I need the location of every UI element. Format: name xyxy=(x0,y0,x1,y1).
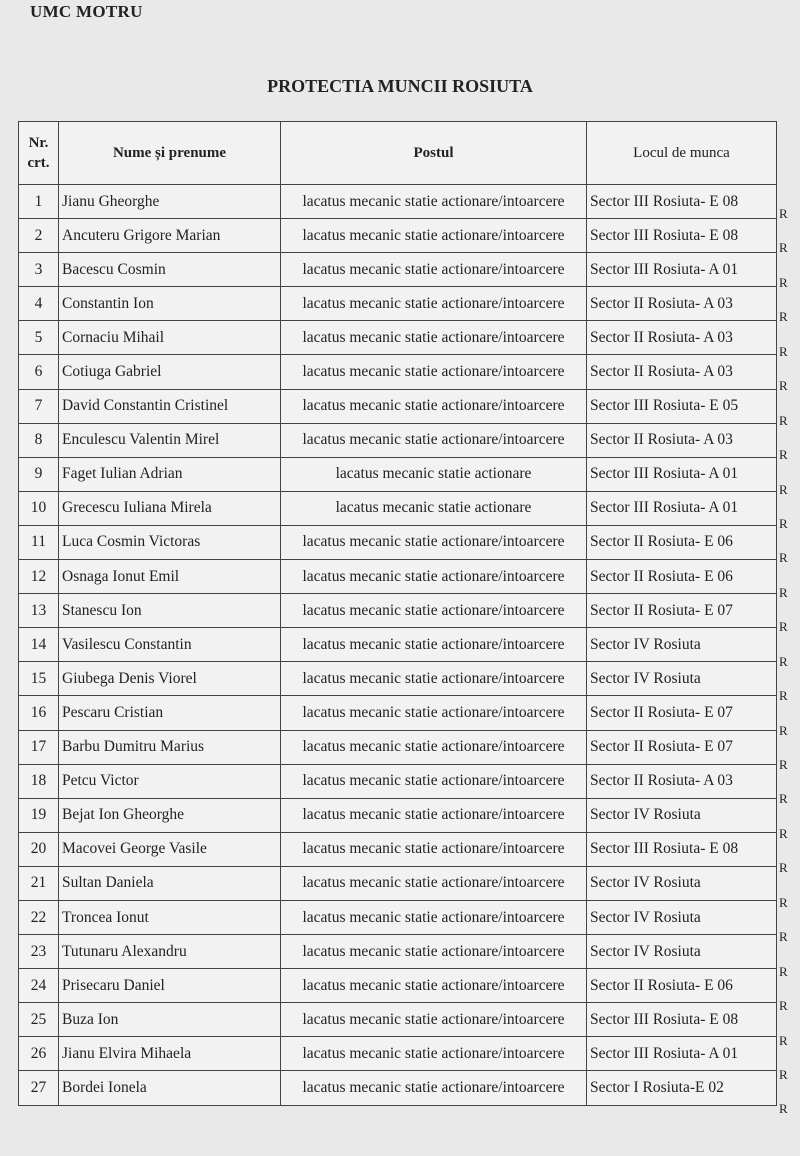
cut-off-mark: R xyxy=(779,757,788,772)
name-cell: Macovei George Vasile xyxy=(59,832,281,866)
nr-cell: 27 xyxy=(19,1071,59,1105)
name-cell: Tutunaru Alexandru xyxy=(59,935,281,969)
post-cell: lacatus mecanic statie actionare/intoarcere xyxy=(281,185,587,219)
place-cell: Sector II Rosiuta- E 06 xyxy=(587,560,777,594)
cut-off-mark: R xyxy=(779,515,788,531)
cut-off-mark: R xyxy=(779,343,788,359)
nr-cell: 3 xyxy=(19,253,59,287)
table-row xyxy=(19,287,777,321)
name-cell: Barbu Dumitru Marius xyxy=(59,730,281,764)
name-cell: Luca Cosmin Victoras xyxy=(59,525,281,559)
nr-cell: 12 xyxy=(19,560,59,594)
nr-cell: 20 xyxy=(19,832,59,866)
nr-cell: 26 xyxy=(19,1037,59,1071)
place-cell: Sector IV Rosiuta xyxy=(587,798,777,832)
nr-cell: 25 xyxy=(19,1003,59,1037)
name-cell: Enculescu Valentin Mirel xyxy=(59,423,281,457)
post-cell: lacatus mecanic statie actionare/intoarcere xyxy=(281,253,587,287)
place-cell: Sector III Rosiuta- E 05 xyxy=(587,389,777,423)
name-cell: Sultan Daniela xyxy=(59,866,281,900)
name-cell: Stanescu Ion xyxy=(59,594,281,628)
table-row xyxy=(19,866,777,900)
name-cell: David Constantin Cristinel xyxy=(59,389,281,423)
name-cell: Prisecaru Daniel xyxy=(59,969,281,1003)
table-row xyxy=(19,798,777,832)
cut-off-mark: R xyxy=(779,550,788,566)
name-cell: Buza Ion xyxy=(59,1003,281,1037)
place-cell: Sector III Rosiuta- E 08 xyxy=(587,219,777,253)
table-row xyxy=(19,1037,777,1071)
place-cell: Sector III Rosiuta- A 01 xyxy=(587,1037,777,1071)
nr-cell: 7 xyxy=(19,389,59,423)
document-title: PROTECTIA MUNCII ROSIUTA xyxy=(267,76,533,96)
place-cell: Sector IV Rosiuta xyxy=(587,628,777,662)
name-cell: Bordei Ionela xyxy=(59,1071,281,1105)
cut-off-mark: R xyxy=(779,653,788,669)
nr-cell: 19 xyxy=(19,798,59,832)
nr-cell: 17 xyxy=(19,730,59,764)
post-cell: lacatus mecanic statie actionare/intoarcere xyxy=(281,1003,587,1037)
post-cell: lacatus mecanic statie actionare/intoarcere xyxy=(281,287,587,321)
cut-off-mark: R xyxy=(779,274,788,290)
name-cell: Cornaciu Mihail xyxy=(59,321,281,355)
post-cell: lacatus mecanic statie actionare/intoarcere xyxy=(281,389,587,423)
nr-cell: 24 xyxy=(19,969,59,1003)
nr-cell: 15 xyxy=(19,662,59,696)
column-header-nr: Nr. crt. xyxy=(19,122,59,185)
cut-off-mark: R xyxy=(779,240,788,256)
cut-off-mark: R xyxy=(779,791,788,807)
place-cell: Sector II Rosiuta- E 07 xyxy=(587,730,777,764)
table-row xyxy=(19,560,777,594)
cut-off-mark: R xyxy=(779,1032,788,1048)
name-cell: Bacescu Cosmin xyxy=(59,253,281,287)
nr-cell: 16 xyxy=(19,696,59,730)
organization-name: UMC MOTRU xyxy=(30,2,143,21)
place-cell: Sector III Rosiuta- E 08 xyxy=(587,185,777,219)
name-cell: Osnaga Ionut Emil xyxy=(59,560,281,594)
post-cell: lacatus mecanic statie actionare/intoarcere xyxy=(281,321,587,355)
post-cell: lacatus mecanic statie actionare/intoarcere xyxy=(281,832,587,866)
nr-cell: 2 xyxy=(19,219,59,253)
table-row xyxy=(19,730,777,764)
table-row xyxy=(19,525,777,559)
place-cell: Sector II Rosiuta- E 07 xyxy=(587,696,777,730)
nr-cell: 8 xyxy=(19,423,59,457)
place-cell: Sector IV Rosiuta xyxy=(587,900,777,934)
place-cell: Sector II Rosiuta- A 03 xyxy=(587,287,777,321)
name-cell: Cotiuga Gabriel xyxy=(59,355,281,389)
column-header-name: Nume și prenume xyxy=(59,122,281,185)
cut-off-mark: R xyxy=(779,1101,788,1117)
name-cell: Vasilescu Constantin xyxy=(59,628,281,662)
post-cell: lacatus mecanic statie actionare/intoarcere xyxy=(281,969,587,1003)
cut-off-mark: R xyxy=(779,825,788,841)
table-row xyxy=(19,662,777,696)
place-cell: Sector IV Rosiuta xyxy=(587,662,777,696)
cut-off-mark: R xyxy=(779,584,788,600)
nr-cell: 10 xyxy=(19,491,59,525)
nr-cell: 13 xyxy=(19,594,59,628)
post-cell: lacatus mecanic statie actionare/intoarcere xyxy=(281,1037,587,1071)
place-cell: Sector III Rosiuta- A 01 xyxy=(587,491,777,525)
nr-cell: 9 xyxy=(19,457,59,491)
cut-off-mark: R xyxy=(779,481,788,497)
cut-off-mark: R xyxy=(779,206,788,221)
place-cell: Sector II Rosiuta- A 03 xyxy=(587,321,777,355)
table-row xyxy=(19,764,777,798)
table-row xyxy=(19,832,777,866)
place-cell: Sector II Rosiuta- E 07 xyxy=(587,594,777,628)
post-cell: lacatus mecanic statie actionare/intoarcere xyxy=(281,560,587,594)
nr-cell: 6 xyxy=(19,355,59,389)
cut-off-mark: R xyxy=(779,860,788,876)
post-cell: lacatus mecanic statie actionare/intoarcere xyxy=(281,1071,587,1105)
post-cell: lacatus mecanic statie actionare/intoarcere xyxy=(281,219,587,253)
name-cell: Troncea Ionut xyxy=(59,900,281,934)
table-row xyxy=(19,389,777,423)
place-cell: Sector III Rosiuta- A 01 xyxy=(587,253,777,287)
place-cell: Sector II Rosiuta- A 03 xyxy=(587,764,777,798)
post-cell: lacatus mecanic statie actionare/intoarcere xyxy=(281,900,587,934)
post-cell: lacatus mecanic statie actionare/intoarcere xyxy=(281,355,587,389)
cut-off-mark: R xyxy=(779,929,788,945)
place-cell: Sector III Rosiuta- E 08 xyxy=(587,1003,777,1037)
place-cell: Sector III Rosiuta- E 08 xyxy=(587,832,777,866)
name-cell: Pescaru Cristian xyxy=(59,696,281,730)
table-row xyxy=(19,900,777,934)
post-cell: lacatus mecanic statie actionare/intoarcere xyxy=(281,423,587,457)
post-cell: lacatus mecanic statie actionare/intoarcere xyxy=(281,525,587,559)
post-cell: lacatus mecanic statie actionare/intoarcere xyxy=(281,662,587,696)
place-cell: Sector I Rosiuta-E 02 xyxy=(587,1071,777,1105)
cut-off-mark: R xyxy=(779,1066,788,1082)
column-header-post: Postul xyxy=(281,122,587,185)
post-cell: lacatus mecanic statie actionare xyxy=(281,457,587,491)
cut-off-mark: R xyxy=(779,998,788,1014)
nr-cell: 1 xyxy=(19,185,59,219)
post-cell: lacatus mecanic statie actionare/intoarcere xyxy=(281,798,587,832)
cut-off-mark: R xyxy=(779,378,788,394)
name-cell: Giubega Denis Viorel xyxy=(59,662,281,696)
name-cell: Grecescu Iuliana Mirela xyxy=(59,491,281,525)
post-cell: lacatus mecanic statie actionare/intoarcere xyxy=(281,628,587,662)
cut-off-mark: R xyxy=(779,412,788,428)
column-header-place: Locul de munca xyxy=(587,122,777,185)
nr-cell: 23 xyxy=(19,935,59,969)
name-cell: Constantin Ion xyxy=(59,287,281,321)
place-cell: Sector III Rosiuta- A 01 xyxy=(587,457,777,491)
place-cell: Sector IV Rosiuta xyxy=(587,935,777,969)
table-row xyxy=(19,935,777,969)
name-cell: Ancuteru Grigore Marian xyxy=(59,219,281,253)
table-header-row xyxy=(19,122,777,185)
cut-off-column xyxy=(779,190,799,1120)
cut-off-mark: R xyxy=(779,722,788,738)
name-cell: Petcu Victor xyxy=(59,764,281,798)
place-cell: Sector II Rosiuta- A 03 xyxy=(587,423,777,457)
cut-off-mark: R xyxy=(779,894,788,910)
table-row xyxy=(19,457,777,491)
post-cell: lacatus mecanic statie actionare/intoarcere xyxy=(281,866,587,900)
employee-table xyxy=(18,121,777,1106)
nr-cell: 11 xyxy=(19,525,59,559)
place-cell: Sector IV Rosiuta xyxy=(587,866,777,900)
table-row xyxy=(19,491,777,525)
table-row xyxy=(19,594,777,628)
table-row xyxy=(19,423,777,457)
post-cell: lacatus mecanic statie actionare/intoarcere xyxy=(281,594,587,628)
table-row xyxy=(19,628,777,662)
table-row xyxy=(19,253,777,287)
table-row xyxy=(19,321,777,355)
cut-off-mark: R xyxy=(779,688,788,704)
table-row xyxy=(19,696,777,730)
post-cell: lacatus mecanic statie actionare xyxy=(281,491,587,525)
nr-cell: 21 xyxy=(19,866,59,900)
post-cell: lacatus mecanic statie actionare/intoarcere xyxy=(281,935,587,969)
table-row xyxy=(19,1071,777,1105)
table-row xyxy=(19,1003,777,1037)
nr-cell: 4 xyxy=(19,287,59,321)
cut-off-mark: R xyxy=(779,447,788,463)
table-row xyxy=(19,185,777,219)
nr-cell: 18 xyxy=(19,764,59,798)
name-cell: Jianu Gheorghe xyxy=(59,185,281,219)
place-cell: Sector II Rosiuta- E 06 xyxy=(587,525,777,559)
place-cell: Sector II Rosiuta- A 03 xyxy=(587,355,777,389)
post-cell: lacatus mecanic statie actionare/intoarcere xyxy=(281,730,587,764)
post-cell: lacatus mecanic statie actionare/intoarcere xyxy=(281,764,587,798)
nr-cell: 22 xyxy=(19,900,59,934)
table-body xyxy=(19,185,777,1106)
name-cell: Bejat Ion Gheorghe xyxy=(59,798,281,832)
table-row xyxy=(19,355,777,389)
post-cell: lacatus mecanic statie actionare/intoarcere xyxy=(281,696,587,730)
nr-cell: 14 xyxy=(19,628,59,662)
table-row xyxy=(19,969,777,1003)
place-cell: Sector II Rosiuta- E 06 xyxy=(587,969,777,1003)
nr-cell: 5 xyxy=(19,321,59,355)
cut-off-mark: R xyxy=(779,619,788,635)
cut-off-mark: R xyxy=(779,963,788,979)
name-cell: Jianu Elvira Mihaela xyxy=(59,1037,281,1071)
table-row xyxy=(19,219,777,253)
name-cell: Faget Iulian Adrian xyxy=(59,457,281,491)
cut-off-mark: R xyxy=(779,309,788,325)
